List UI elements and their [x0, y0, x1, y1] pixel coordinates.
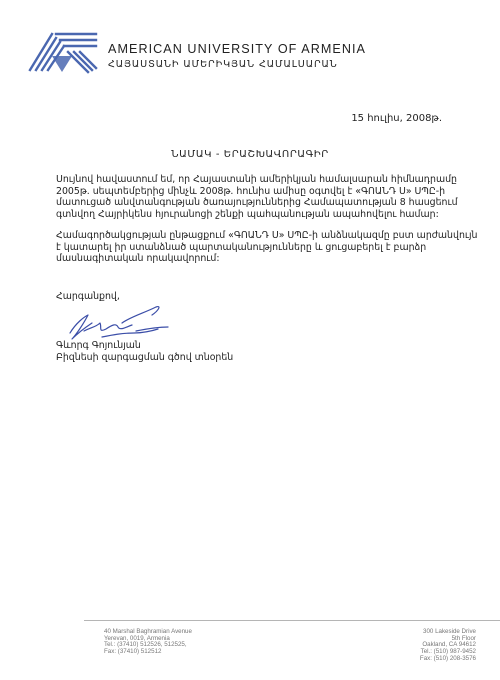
paragraph-line: 2005թ. սեպտեմբերից մինչև 2008թ. հունիս ամիսը օգտվել է «ԳՈԱՆԴ Ս» ՍՊԸ-ի [56, 185, 446, 197]
signer-title: Բիզնեսի զարգացման գծով տնօրեն [56, 352, 234, 363]
paragraph-line: մատուցած անվտանգության ծառայություններից Համապատության 8 հասցեում [56, 197, 458, 209]
footer-divider [84, 620, 500, 621]
footer-line: Yerevan, 0019, Armenia [104, 634, 170, 642]
signer-name: Գևորգ Գոյունյան [56, 340, 141, 351]
paragraph-1 [56, 174, 456, 220]
paragraph-line: Սույնով հավաստում եմ, որ Հայաստանի ամերիկյան համալսարան հիմնադրամը [56, 174, 457, 185]
footer-line: 300 Lakeside Drive [423, 628, 476, 635]
footer-line: Fax: (510) 208-3576 [419, 654, 476, 662]
letter-title: ՆԱՄԱԿ - ԵՐԱՇԽԱՎՈՐԱԳԻՐ [171, 149, 329, 160]
closing-salutation: Հարգանքով, [56, 291, 120, 302]
footer-address-oakland [420, 629, 476, 663]
footer-line: 5th Floor [451, 634, 476, 642]
paragraph-line: Համագործակցության ընթացքում «ԳՈԱՆԴ Ս» ՍՊԸ-ի անձնակազմը բստ արժանվույն [56, 230, 478, 241]
org-name-english: AMERICAN UNIVERSITY OF ARMENIA [108, 42, 366, 56]
org-name-armenian: ՀԱՅԱՍՏԱՆԻ ԱՄԵՐԻԿՅԱՆ ՀԱՄԱԼՍԱՐԱՆ [108, 59, 338, 70]
footer-line: 40 Marshal Baghramian Avenue [104, 628, 192, 635]
paragraph-line: գտնվող Հայրիկենս հյուրանոցի շենքի պահպանության ապահովելու համար: [56, 208, 439, 220]
paragraph-2 [56, 230, 478, 265]
footer-line: Tel.: (510) 987-9452 [420, 648, 476, 656]
footer-line: Fax: (37410) 512512 [104, 648, 162, 656]
footer-line: Oakland, CA 94612 [422, 641, 476, 649]
letter-date: 15 հուլիս, 2008թ. [351, 113, 442, 124]
footer-line: Tel.: (37410) 512526, 512525, [104, 641, 187, 649]
aua-logo-icon [26, 26, 102, 76]
paragraph-line: է կատարել իր ստանձնած պարտականությունները և ցուցաբերել է բարձր [56, 241, 427, 253]
footer-address-yerevan [104, 629, 192, 656]
paragraph-line: մասնագիտական որակավորում: [56, 253, 220, 265]
